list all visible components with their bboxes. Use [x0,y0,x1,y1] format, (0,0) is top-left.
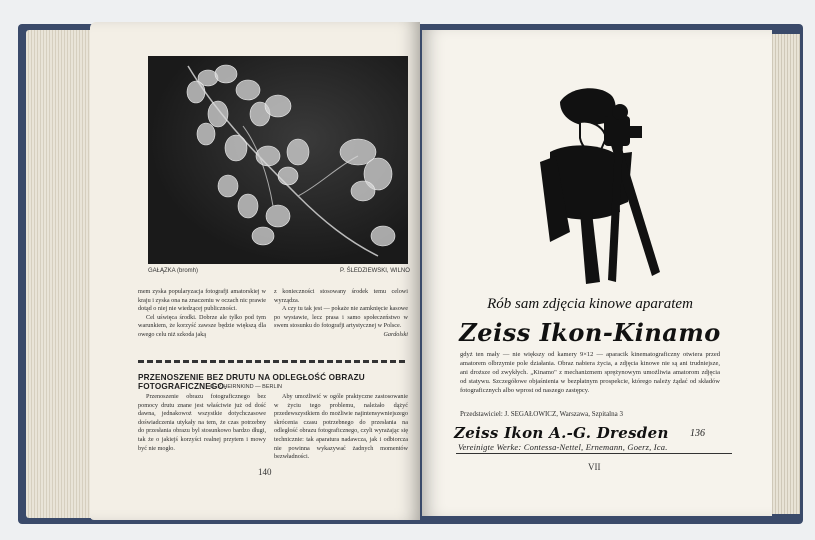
photo-caption-author: P. ŚLEDZIEWSKI, WILNO [340,268,410,274]
col2-top-text: z konieczności stosowany środek temu celowi wyrządza. [274,288,408,304]
page-edges-left [26,30,98,518]
brand-number: 136 [690,428,705,439]
ornament-divider [138,360,408,363]
page-edges-right [770,34,800,514]
right-page-number: VII [588,462,601,472]
column-1-top [138,288,266,340]
col2-body-text: Aby umożliwić w ogóle praktyczne zastosowanie w życiu tego problemu, należało dążyć przedewszystkiem do możliwie najintensywniejszego skrócenia czasu potrzebnego do przesłania na odległość obrazu fotograficznego, czyli wyrażając się technicznie: tak aparatura nadawcza, jak i odbiorcza nie powinna wykazywać żadnych momentów bezwładności. [274,393,408,461]
ad-product-name: Zeiss Ikon-Kinamo [459,318,721,347]
brand-underline [456,453,732,454]
column-1-body [138,393,266,453]
left-page-number: 140 [258,467,272,477]
photo-caption-title: GAŁĄZKA (bromh) [148,268,199,274]
ad-representative: Przedstawiciel: J. SEGAŁOWICZ, Warszawa, Szpitalna 3 [460,410,623,418]
col1-top-text: mem zyska popularyzacja fotografji amatorskiej w kraju i zyska ona na znaczeniu w oczach nic prawie dotąd o niej nie wiedzącej publiczności. [138,288,266,313]
article-title: PRZENOSZENIE BEZ DRUTU NA ODLEGŁOŚĆ OBRAZU FOTOGRAFICZNEGO. [138,373,365,391]
col2-para2-text: A czy tu tak jest — pokaże nie zamknięcie kasowe po wystawie, lecz prasa i samo społeczeństwo w swem stosunku do fotografji artystycznej w Polsce. [274,305,408,330]
column-2-body [274,393,408,462]
lunaria-branch-image [148,56,408,264]
lunaria-photo [148,56,408,264]
col1-body-text: Przenoszenie obrazu fotograficznego bez pomocy drutu znane jest właściwie już od dość dawna, jednakowoż wszystkie dotychczasowe doświadczenia utykały na tem, że czas potrzebny do przesłania obrazu byl stosunkowo bardzo długi, tak że o jakiejś korzyści realnej przytem i mowy być nie mogło. [138,393,266,452]
ad-headline: Rób sam zdjęcia kinowe aparatem [487,296,693,312]
ad-body-text: gdyż ten mały — nie większy od kamery 9×12 — aparacik kinematograficzny otwiera przed amatorem olbrzymie pole działania. Obraz nabiera życia, a zdjęcia kinowe nie są ani trudniejsze, ani droższe od zwykłych. „Kinamo" z mechanizmem sprężynowym umożliwia amatorom zdjęcia od statywu. Szczegółowe objaśnienia w bezpłatnym prospekcie, którego należy żądać od składów fotograficznych albo wprost od naszego zastępcy. [460,351,720,394]
col1-para2-text: Cel uświęca środki. Dobrze ale tylko pod tym warunkiem, że korzyść zawsze będzie większą dla owego celu niż szkoda jaką [138,313,266,338]
signature: Gardolski [383,330,408,338]
ad-body [460,350,720,395]
brand-logo-text: Zeiss Ikon A.-G. Dresden [454,424,669,442]
column-2-top [274,288,408,340]
article-author: O. P. HEIRNKIND — BERLIN [210,384,283,390]
brand-subtitle: Vereinigte Werke: Contessa-Nettel, Ernemann, Goerz, Ica. [458,442,668,452]
cameraman-illustration [520,82,680,292]
